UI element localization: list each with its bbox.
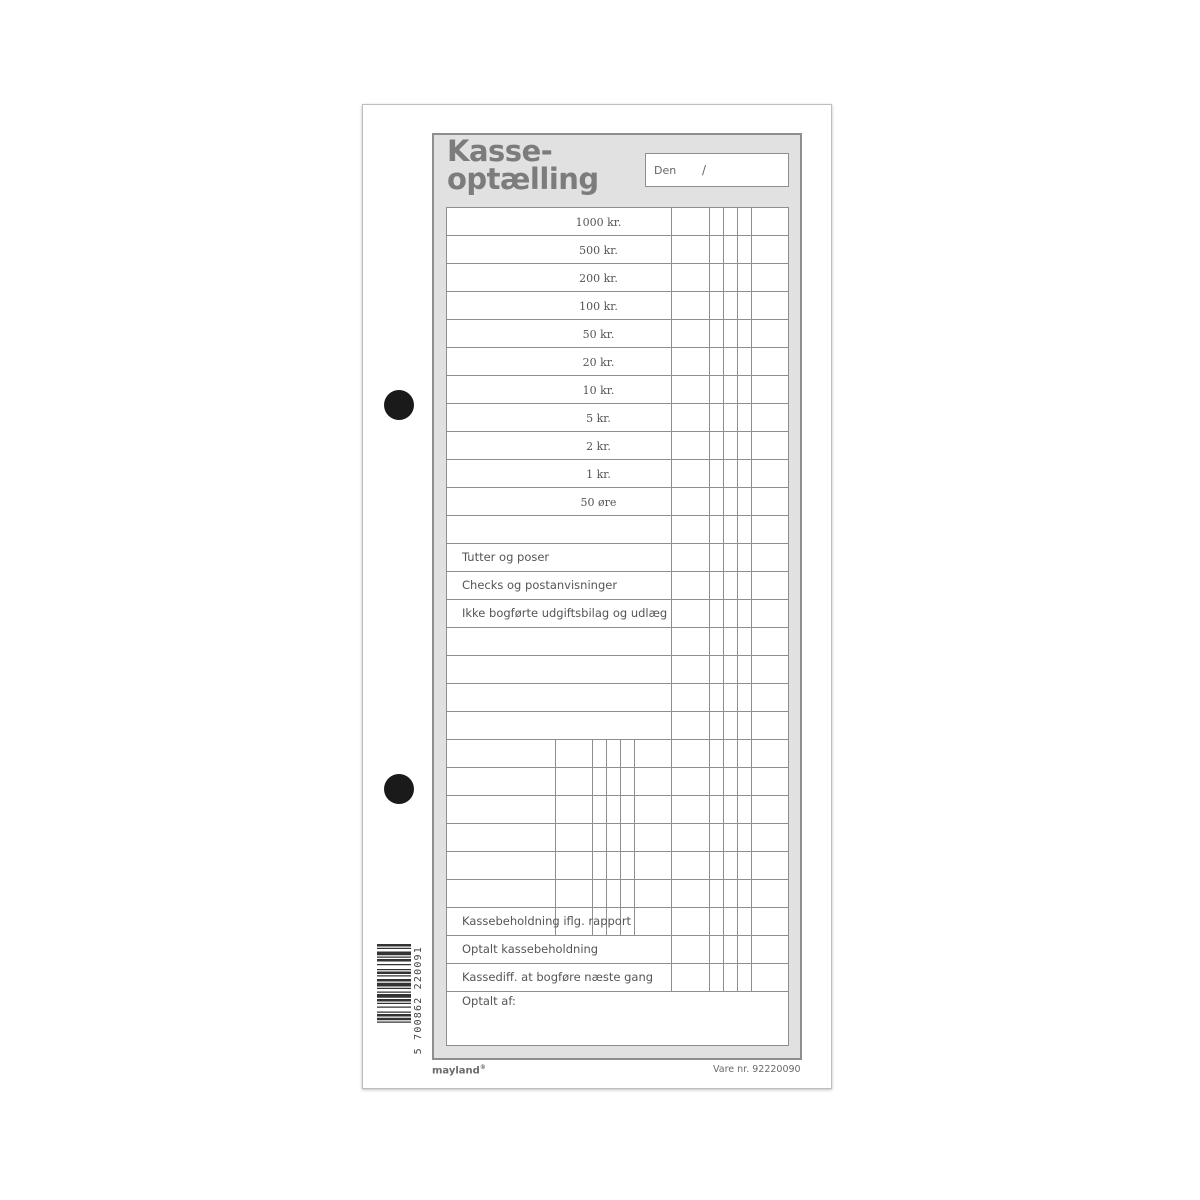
row-divider <box>447 991 788 992</box>
date-separator: / <box>702 163 707 177</box>
barcode-bar <box>377 992 411 993</box>
denomination-label: 5 kr. <box>586 412 611 425</box>
barcode-bar <box>377 972 411 975</box>
column-divider <box>606 739 607 935</box>
item-label: Ikke bogførte udgiftsbilag og udlæg <box>462 606 668 620</box>
summary-label: Kassebeholdning iflg. rapport <box>462 914 632 928</box>
item-label: Tutter og poser <box>462 550 550 564</box>
barcode-bar <box>377 975 411 976</box>
title-line-2: optælling <box>447 162 599 196</box>
barcode-bar <box>377 944 411 947</box>
brand-logo <box>432 1064 486 1076</box>
column-divider <box>709 208 710 991</box>
date-label: Den <box>654 164 677 177</box>
column-divider <box>555 739 556 935</box>
barcode-bar <box>377 1007 411 1008</box>
denomination-label: 500 kr. <box>579 244 618 257</box>
denomination-label: 2 kr. <box>586 440 611 453</box>
summary-label: Kassediff. at bogføre næste gang <box>462 970 654 984</box>
column-divider <box>737 208 738 991</box>
barcode-bar <box>377 969 411 970</box>
column-divider <box>671 208 672 991</box>
barcode-number: 5 700862 220091 <box>413 946 424 1055</box>
counted-by-label: Optalt af: <box>462 994 516 1008</box>
column-divider <box>751 208 752 991</box>
barcode-bar <box>377 979 411 982</box>
barcode-bar <box>377 983 411 987</box>
brand-registered-mark: ® <box>479 1064 486 1071</box>
date-field[interactable] <box>645 153 789 187</box>
column-divider <box>723 208 724 991</box>
column-divider <box>620 739 621 935</box>
denomination-label: 1 kr. <box>586 468 611 481</box>
item-number: Vare nr. 92220090 <box>713 1064 801 1075</box>
column-divider <box>592 739 593 935</box>
brand-name: mayland <box>432 1065 480 1077</box>
denomination-label: 50 øre <box>580 496 617 509</box>
punch-hole-bottom <box>384 774 414 804</box>
barcode-bar <box>377 1018 411 1021</box>
count-table <box>446 207 789 1046</box>
summary-label: Optalt kassebeholdning <box>462 942 599 956</box>
barcode-bar <box>377 964 411 965</box>
barcode-bar <box>377 999 411 1002</box>
barcode-bar <box>377 948 411 949</box>
barcode-bar <box>377 959 411 962</box>
form-title <box>447 134 599 196</box>
barcode-bar <box>377 1022 411 1023</box>
title-line-1: Kasse- <box>447 134 553 168</box>
denomination-label: 1000 kr. <box>575 216 622 229</box>
barcode-bar <box>377 952 411 956</box>
denomination-label: 10 kr. <box>582 384 615 397</box>
barcode-bar <box>377 1003 411 1004</box>
column-divider <box>634 739 635 935</box>
barcode-bar <box>377 1012 411 1013</box>
denomination-label: 50 kr. <box>582 328 615 341</box>
barcode-bar <box>377 957 411 958</box>
denomination-label: 20 kr. <box>582 356 615 369</box>
denomination-label: 100 kr. <box>579 300 618 313</box>
item-label: Checks og postanvisninger <box>462 578 618 592</box>
barcode-bar <box>377 1014 411 1017</box>
denomination-label: 200 kr. <box>579 272 618 285</box>
barcode-bar <box>377 988 411 989</box>
barcode-bar <box>377 994 411 998</box>
punch-hole-top <box>384 390 414 420</box>
